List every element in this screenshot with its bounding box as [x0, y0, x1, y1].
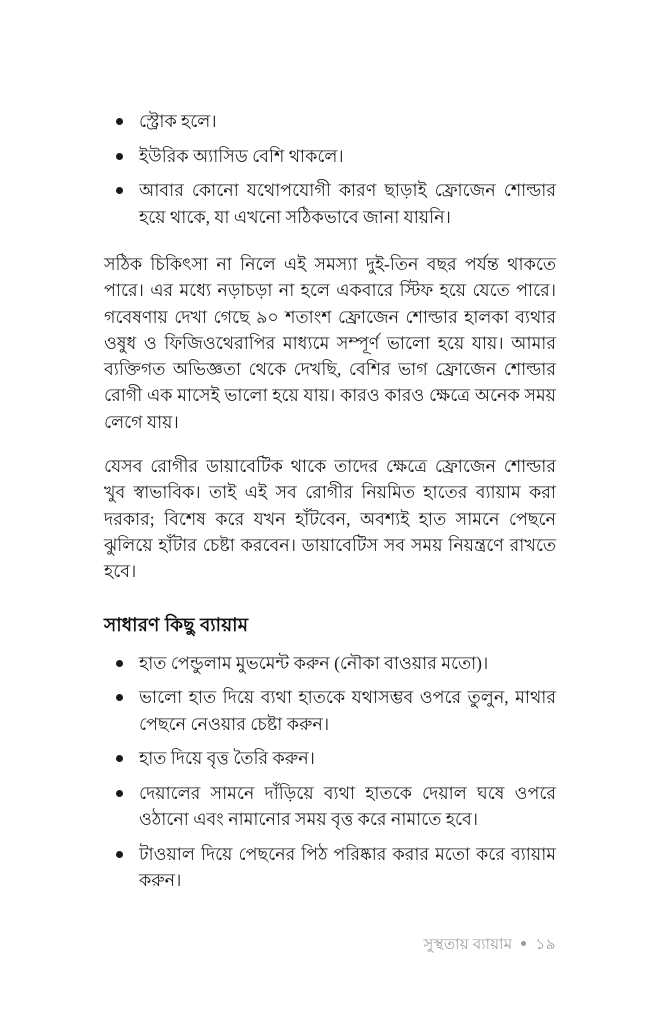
list-item — [104, 108, 556, 135]
page-content — [104, 108, 556, 894]
list-item — [104, 780, 556, 833]
list-item-text: ইউরিক অ্যাসিড বেশি থাকলে। — [139, 145, 344, 166]
exercise-bullet-list — [104, 650, 556, 894]
paragraph-diabetic-patients: যেসব রোগীর ডায়াবেটিক থাকে তাদের ক্ষেত্রে ফ্রোজেন শোল্ডার খুব স্বাভাবিক। তাই এই সব রোগীর নিয়মিত হাতের ব্যায়াম করা দরকার; বিশেষ করে যখন হাঁটবেন, অবশ্যই হাত সামনে পেছনে ঝুলিয়ে হাঁটার চেষ্টা করবেন। ডায়াবেটিস সব সময় নিয়ন্ত্রণে রাখতে হবে। — [104, 456, 556, 582]
list-item — [104, 143, 556, 170]
list-item — [104, 841, 556, 894]
spacer — [104, 435, 556, 453]
list-item-text: স্ট্রোক হলে। — [139, 111, 217, 131]
bullet-dot-icon — [116, 755, 123, 762]
page-number: ১৯ — [535, 937, 556, 953]
list-item — [104, 745, 556, 772]
page-footer — [104, 935, 556, 955]
footer-book-title: সুস্থতায় ব্যায়াম — [423, 937, 513, 953]
spacer — [104, 585, 556, 612]
bullet-dot-icon — [116, 118, 123, 125]
list-item — [104, 650, 556, 677]
section-heading-exercises: সাধারণ কিছু ব্যায়াম — [104, 613, 249, 635]
causes-bullet-list — [104, 108, 556, 230]
bullet-dot-icon — [116, 694, 123, 701]
list-item — [104, 177, 556, 230]
list-item-text: টাওয়াল দিয়ে পেছনের পিঠ পরিষ্কার করার মতো করে ব্যায়াম করুন। — [139, 843, 556, 891]
spacer — [104, 230, 556, 251]
bullet-dot-icon — [116, 187, 123, 194]
list-item-text: ভালো হাত দিয়ে ব্যথা হাতকে যথাসম্ভব ওপরে তুলুন, মাথার পেছনে নেওয়ার চেষ্টা করুন। — [139, 687, 556, 734]
bullet-dot-icon — [116, 660, 123, 667]
list-item-text: হাত পেন্ডুলাম মুভমেন্ট করুন (নৌকা বাওয়ার মতো)। — [139, 652, 489, 673]
bullet-dot-icon — [116, 790, 123, 797]
footer-separator-dot-icon — [521, 941, 526, 946]
spacer — [104, 638, 556, 650]
bullet-dot-icon — [116, 153, 123, 160]
list-item-text: আবার কোনো যথোপযোগী কারণ ছাড়াই ফ্রোজেন শোল্ডার হয়ে থাকে, যা এখনো সঠিকভাবে জানা যায়নি। — [139, 180, 556, 227]
paragraph-treatment-duration: সঠিক চিকিৎসা না নিলে এই সমস্যা দুই-তিন বছর পর্যন্ত থাকতে পারে। এর মধ্যে নড়াচড়া না হলে একবারে স্টিফ হয়ে যেতে পারে। গবেষণায় দেখা গেছে ৯০ শতাংশ ফ্রোজেন শোল্ডার হালকা ব্যথার ওষুধ ও ফিজিওথেরাপির মাধ্যমে সম্পূর্ণ ভালো হয়ে যায়। আমার ব্যক্তিগত অভিজ্ঞতা থেকে দেখছি, বেশির ভাগ ফ্রোজেন শোল্ডার রোগী এক মাসেই ভালো হয়ে যায়। কারও কারও ক্ষেত্রে অনেক সময় লেগে যায়। — [104, 254, 556, 432]
list-item — [104, 684, 556, 737]
list-item-text: দেয়ালের সামনে দাঁড়িয়ে ব্যথা হাতকে দেয়াল ঘষে ওপরে ওঠানো এবং নামানোর সময় বৃত্ত করে নামাতে হবে। — [139, 782, 556, 830]
bullet-dot-icon — [116, 851, 123, 858]
list-item-text: হাত দিয়ে বৃত্ত তৈরি করুন। — [139, 748, 315, 769]
